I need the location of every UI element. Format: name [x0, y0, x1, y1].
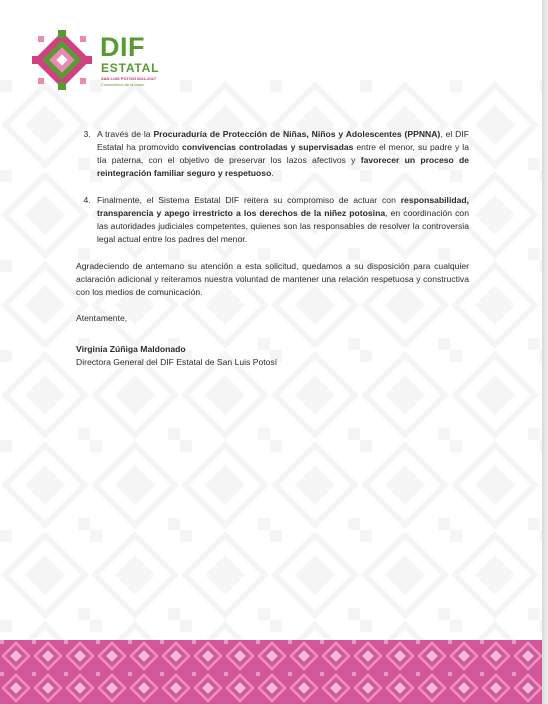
letter-body [76, 124, 469, 369]
item-3-bold: favorecer un proceso de reintegración familiar seguro y respetuoso [97, 155, 469, 178]
item-3-bold: convivencias controladas y supervisadas [181, 142, 354, 152]
item-4-bold: responsabilidad, transparencia y apego irrestricto a los derechos de la niñez potosina [97, 195, 469, 218]
item-3-bold: Procuraduría de Protección de Niñas, Niños y Adolescentes (PPNNA) [153, 129, 441, 139]
item-3-text: , el DIF Estatal ha promovido [97, 129, 469, 152]
dif-logo [32, 30, 182, 90]
list-item-3 [93, 128, 469, 180]
logo-tagline: Construimos de la mano [101, 82, 145, 87]
closing-paragraph: Agradeciendo de antemano su atención a esta solicitud, quedamos a su disposición para cualquier aclaración adicional y reiteramos nuestra voluntad de mantener una relación respetuosa y constructiva con los medios de comunicación. [76, 261, 469, 297]
footer-pattern-band [0, 640, 542, 704]
item-4-text: , en coordinación con las autoridades judiciales competentes, quienes son las responsables de resolver la controversia legal actual entre los padres del menor. [97, 208, 469, 244]
logo-location: SAN LUIS POTOSÍ 2021-2027 [101, 76, 157, 81]
item-3-text: . [271, 168, 274, 178]
logo-subtitle: ESTATAL [101, 61, 160, 75]
logo-title: DIF [100, 32, 145, 62]
sign-off: Atentamente, [76, 313, 128, 323]
signer-name: Virginia Zúñiga Maldonado [76, 344, 186, 354]
item-3-text: entre el menor, su padre y la tía paterna, con el objetivo de preservar los lazos afectivos y [97, 142, 469, 165]
item-4-text: Finalmente, el Sistema Estatal DIF reitera su compromiso de actuar con [97, 195, 401, 205]
dif-flower-icon [32, 30, 92, 90]
list-item-4 [93, 194, 469, 246]
signer-title: Directora General del DIF Estatal de San Luis Potosí [76, 357, 278, 367]
numbered-list [76, 128, 469, 246]
page-edge-shadow [542, 0, 548, 704]
item-3-text: A través de la [97, 129, 154, 139]
